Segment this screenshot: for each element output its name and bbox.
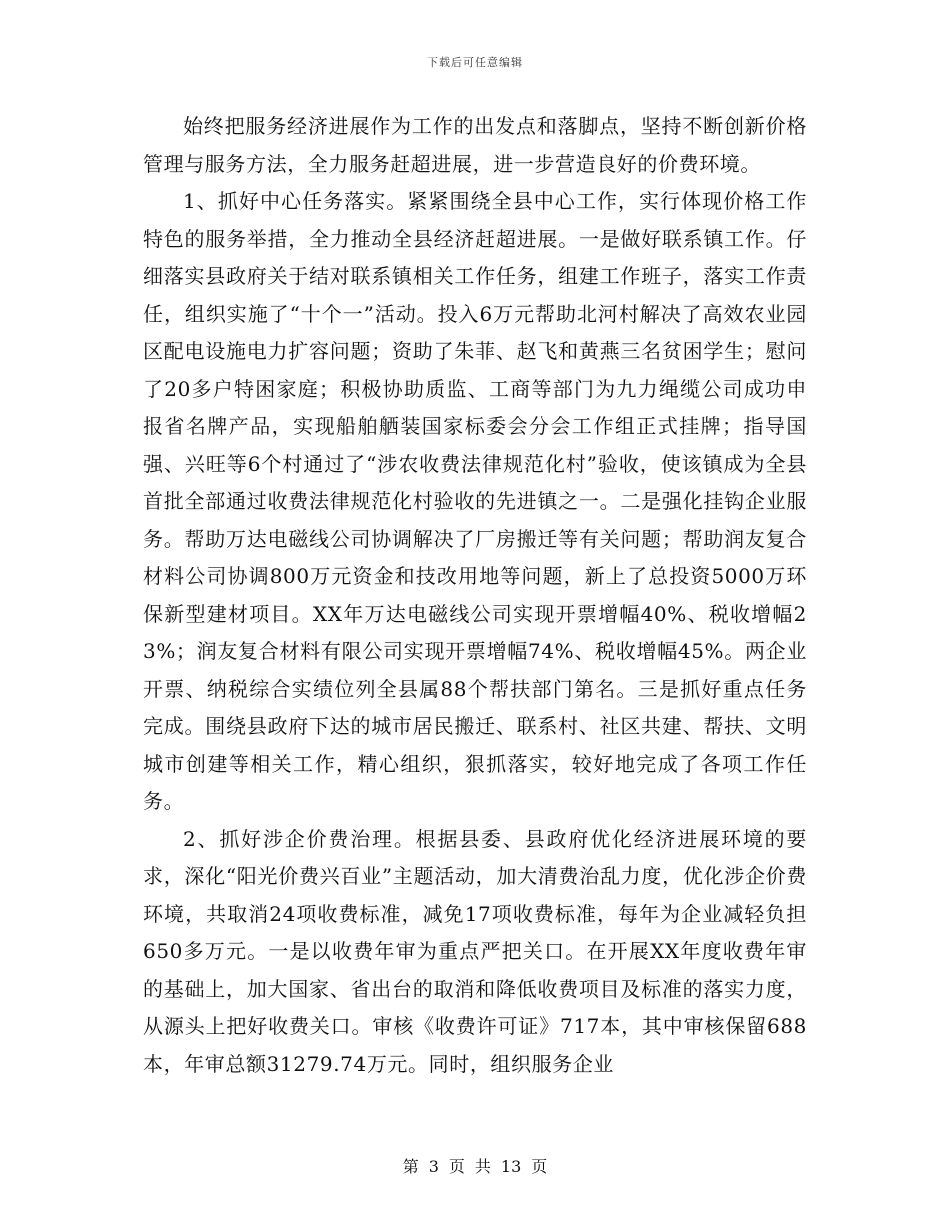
footer-label-total-unit: 页 [531, 1157, 548, 1176]
footer-label-total: 共 [474, 1157, 491, 1176]
paragraph-intro: 始终把服务经济进展作为工作的出发点和落脚点，坚持不断创新价格管理与服务方法，全力服务赶超进展，进一步营造良好的价费环境。 [143, 114, 807, 176]
page-header: 下载后可任意编辑 [427, 56, 523, 69]
page-footer [0, 1154, 950, 1177]
footer-label-page: 第 [402, 1157, 419, 1176]
document-body [143, 108, 807, 1083]
footer-label-page-unit: 页 [448, 1157, 465, 1176]
paragraph-central-tasks: 1、抓好中心任务落实。紧紧围绕全县中心工作，实行体现价格工作特色的服务举措，全力推动全县经济赶超进展。一是做好联系镇工作。仔细落实县政府关于结对联系镇相关工作任务，组建工作班子，落实工作责任，组织实施了“十个一”活动。投入6万元帮助北河村解决了高效农业园区配电设施电力扩容问题；资助了朱菲、赵飞和黄燕三名贫困学生；慰问了20多户特困家庭；积极协助质监、工商等部门为九力绳缆公司成功申报省名牌产品，实现船舶舾装国家标委会分会工作组正式挂牌；指导国强、兴旺等6个村通过了“涉农收费法律规范化村”验收，使该镇成为全县首批全部通过收费法律规范化村验收的先进镇之一。二是强化挂钩企业服务。帮助万达电磁线公司协调解决了厂房搬迁等有关问题；帮助润友复合材料公司协调800万元资金和技改用地等问题，新上了总投资5000万环保新型建材项目。XX年万达电磁线公司实现开票增幅40%、税收增幅23%；润友复合材料有限公司实现开票增幅74%、税收增幅45%。两企业开票、纳税综合实绩位列全县属88个帮扶部门第名。三是抓好重点任务完成。围绕县政府下达的城市居民搬迁、联系村、社区共建、帮扶、文明城市创建等相关工作，精心组织，狠抓落实，较好地完成了各项工作任务。 [143, 189, 807, 813]
paragraph-enterprise-fees: 2、抓好涉企价费治理。根据县委、县政府优化经济进展环境的要求，深化“阳光价费兴百业”主题活动，加大清费治乱力度，优化涉企价费环境，共取消24项收费标准，减免17项收费标准，每年为企业减轻负担650多万元。一是以收费年审为重点严把关口。在开展XX年度收费年审的基础上，加大国家、省出台的取消和降低收费项目及标准的落实力度，从源头上把好收费关口。审核《收费许可证》717本，其中审核保留688本，年审总额31279.74万元。同时，组织服务企业 [143, 826, 807, 1076]
footer-current-page: 3 [428, 1157, 439, 1176]
footer-total-pages: 13 [500, 1157, 522, 1176]
